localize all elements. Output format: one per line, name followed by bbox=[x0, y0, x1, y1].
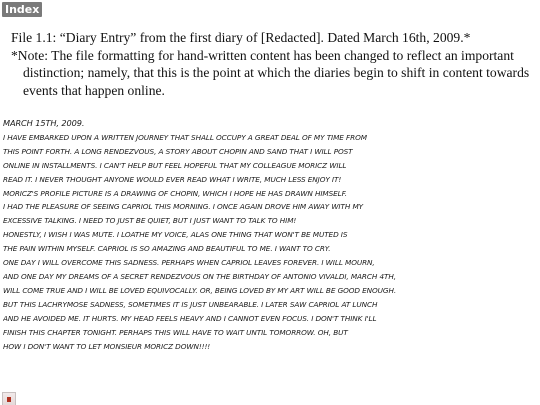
formatting-note: *Note: The file formatting for hand-written content has been changed to reflect an important distinction; namely, that this is the point at which the diaries begin to shift in content towards events that happen online. bbox=[11, 47, 530, 98]
diary-line: ONE DAY I WILL OVERCOME THIS SADNESS. PERHAPS WHEN CAPRIOL LEAVES FOREVER. I WILL MOURN, bbox=[3, 258, 375, 268]
diary-line: I HAD THE PLEASURE OF SEEING CAPRIOL THIS MORNING. I ONCE AGAIN DROVE HIM AWAY WITH MY bbox=[3, 202, 363, 212]
diary-line: MORICZ'S PROFILE PICTURE IS A DRAWING OF CHOPIN, WHICH I HOPE HE HAS DRAWN HIMSELF. bbox=[3, 188, 348, 198]
diary-line: HONESTLY, I WISH I WAS MUTE. I LOATHE MY VOICE, ALAS ONE THING THAT WON'T BE MUTED IS bbox=[3, 230, 348, 240]
file-caption: File 1.1: “Diary Entry” from the first diary of [Redacted]. Dated March 16th, 2009.* bbox=[11, 30, 471, 45]
diary-entry bbox=[3, 117, 537, 353]
index-button[interactable]: Index bbox=[2, 2, 42, 17]
diary-line: I HAVE EMBARKED UPON A WRITTEN JOURNEY THAT SHALL OCCUPY A GREAT DEAL OF MY TIME FROM bbox=[3, 132, 367, 142]
diary-line: HOW I DON'T WANT TO LET MONSIEUR MORICZ DOWN!!!! bbox=[3, 341, 211, 351]
diary-line: WILL COME TRUE AND I WILL BE LOVED EQUIVOCALLY. OR, BEING LOVED BY MY ART WILL BE GOOD ENOUGH. bbox=[3, 285, 397, 295]
file-intro bbox=[11, 29, 537, 99]
diary-line: ONLINE IN INSTALLMENTS. I CAN'T HELP BUT FEEL HOPEFUL THAT MY COLLEAGUE MORICZ WILL bbox=[3, 160, 347, 170]
diary-date: MARCH 15TH, 2009. bbox=[3, 118, 85, 128]
diary-line: EXCESSIVE TALKING. I NEED TO JUST BE QUIET, BUT I JUST WANT TO TALK TO HIM! bbox=[3, 216, 297, 226]
diary-line: BUT THIS LACHRYMOSE SADNESS, SOMETIMES IT IS JUST UNBEARABLE. I LATER SAW CAPRIOL AT LUNCH bbox=[3, 299, 378, 309]
image-thumbnail[interactable] bbox=[2, 392, 16, 405]
diary-line: AND HE AVOIDED ME. IT HURTS. MY HEAD FEELS HEAVY AND I CANNOT EVEN FOCUS. I DON'T THINK I'LL bbox=[3, 313, 377, 323]
diary-line: FINISH THIS CHAPTER TONIGHT. PERHAPS THIS WILL HAVE TO WAIT UNTIL TOMORROW. OH, BUT bbox=[3, 327, 348, 337]
diary-line: THIS POINT FORTH. A LONG RENDEZVOUS, A STORY ABOUT CHOPIN AND SAND THAT I WILL POST bbox=[3, 146, 353, 156]
diary-line: READ IT. I NEVER THOUGHT ANYONE WOULD EVER READ WHAT I WRITE, MUCH LESS ENJOY IT! bbox=[3, 174, 342, 184]
diary-line: AND ONE DAY MY DREAMS OF A SECRET RENDEZVOUS ON THE BIRTHDAY OF ANTONIO VIVALDI, MARCH 4TH, bbox=[3, 271, 396, 281]
diary-line: THE PAIN WITHIN MYSELF. CAPRIOL IS SO AMAZING AND BEAUTIFUL TO ME. I WANT TO CRY. bbox=[3, 244, 331, 254]
